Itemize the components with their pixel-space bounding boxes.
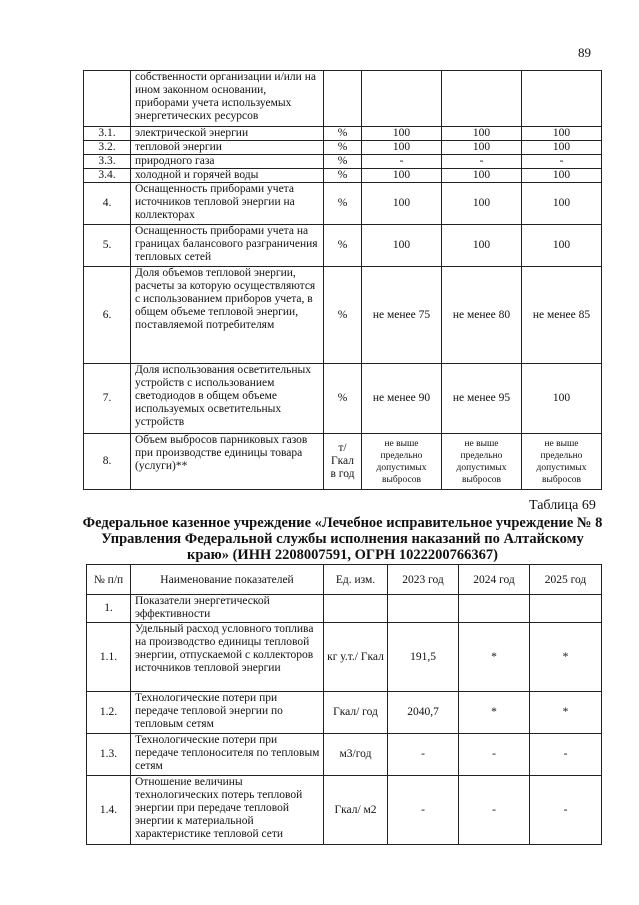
value-2025: * — [530, 623, 602, 692]
value-2023: - — [388, 776, 459, 845]
value-2025: 100 — [522, 127, 602, 141]
value-2024: не менее 80 — [442, 267, 522, 364]
value-2024: 100 — [442, 169, 522, 183]
value-2025: - — [530, 776, 602, 845]
value-2024: 100 — [442, 225, 522, 267]
row-number: 1.4. — [87, 776, 131, 845]
table-row — [84, 225, 602, 267]
value-2023: 100 — [362, 127, 442, 141]
value-2024: 100 — [442, 141, 522, 155]
indicator-name: Оснащенность приборами учета на границах балансового разграничения тепловых сетей — [131, 225, 324, 267]
row-number: 1.1. — [87, 623, 131, 692]
header-unit: Ед. изм. — [324, 565, 388, 595]
value-2023 — [388, 595, 459, 623]
value-2025: - — [522, 155, 602, 169]
value-2023: не менее 90 — [362, 364, 442, 434]
value-2025: 100 — [522, 225, 602, 267]
value-2023: - — [362, 155, 442, 169]
value-2023: 191,5 — [388, 623, 459, 692]
value-2023: 100 — [362, 225, 442, 267]
table-row — [84, 434, 602, 490]
unit-cell: Гкал/ год — [324, 692, 388, 734]
unit-cell: кг у.т./ Гкал — [324, 623, 388, 692]
unit-cell: % — [324, 267, 362, 364]
unit-cell — [324, 71, 362, 127]
indicator-name: Оснащенность приборами учета источников тепловой энергии на коллекторах — [131, 183, 324, 225]
value-2024: * — [459, 692, 530, 734]
organization-title: Федеральное казенное учреждение «Лечебное исправительное учреждение № 8 Управления Федеральной службы исполнения наказаний по Алтайскому краю» (ИНН 2208007591, ОГРН 1022200766367) — [82, 515, 603, 563]
table-caption: Таблица 69 — [529, 498, 596, 513]
value-2024: 100 — [442, 183, 522, 225]
value-2023 — [362, 71, 442, 127]
unit-cell: % — [324, 364, 362, 434]
indicator-name: тепловой энергии — [131, 141, 324, 155]
value-2024: * — [459, 623, 530, 692]
energy-efficiency-table — [86, 564, 602, 845]
page-number: 89 — [578, 45, 591, 60]
table-row — [87, 692, 602, 734]
row-number: 1.2. — [87, 692, 131, 734]
indicator-name: собственности организации и/или на ином законном основании, приборами учета используемых энергетических ресурсов — [131, 71, 324, 127]
indicator-name: Доля объемов тепловой энергии, расчеты за которую осуществляются с использованием приборов учета, в общем объеме тепловой энергии, поставляемой потребителям — [131, 267, 324, 364]
indicator-name: холодной и горячей воды — [131, 169, 324, 183]
value-2024: - — [459, 734, 530, 776]
unit-cell: Гкал/ м2 — [324, 776, 388, 845]
value-2023: не выше предельно допустимых выбросов — [362, 434, 442, 490]
value-2023: - — [388, 734, 459, 776]
value-2025 — [530, 595, 602, 623]
table-row — [87, 595, 602, 623]
header-2023: 2023 год — [388, 565, 459, 595]
value-2025: 100 — [522, 183, 602, 225]
unit-cell: % — [324, 183, 362, 225]
value-2025: 100 — [522, 364, 602, 434]
table-row — [84, 183, 602, 225]
value-2025: 100 — [522, 141, 602, 155]
unit-cell: % — [324, 127, 362, 141]
indicator-name: Показатели энергетической эффективности — [131, 595, 324, 623]
row-number: 3.4. — [84, 169, 131, 183]
indicator-name: электрической энергии — [131, 127, 324, 141]
value-2024 — [459, 595, 530, 623]
unit-cell: % — [324, 141, 362, 155]
value-2025: 100 — [522, 169, 602, 183]
table-row — [84, 141, 602, 155]
table-row — [87, 623, 602, 692]
indicator-name: природного газа — [131, 155, 324, 169]
value-2025: - — [530, 734, 602, 776]
header-name: Наименование показателей — [131, 565, 324, 595]
indicator-name: Технологические потери при передаче теплоносителя по тепловым сетям — [131, 734, 324, 776]
value-2025: не менее 85 — [522, 267, 602, 364]
table-row — [87, 776, 602, 845]
value-2025: * — [530, 692, 602, 734]
header-2024: 2024 год — [459, 565, 530, 595]
row-number: 3.2. — [84, 141, 131, 155]
unit-cell — [324, 595, 388, 623]
value-2023: 100 — [362, 169, 442, 183]
value-2024: не выше предельно допустимых выбросов — [442, 434, 522, 490]
unit-cell: % — [324, 225, 362, 267]
row-number: 4. — [84, 183, 131, 225]
indicator-name: Объем выбросов парниковых газов при производстве единицы товара (услуги)** — [131, 434, 324, 490]
value-2024: 100 — [442, 127, 522, 141]
value-2023: 2040,7 — [388, 692, 459, 734]
indicator-name: Технологические потери при передаче тепловой энергии по тепловым сетям — [131, 692, 324, 734]
value-2024: - — [459, 776, 530, 845]
unit-cell: % — [324, 155, 362, 169]
unit-cell: % — [324, 169, 362, 183]
row-number: 5. — [84, 225, 131, 267]
value-2024: не менее 95 — [442, 364, 522, 434]
value-2023: 100 — [362, 141, 442, 155]
row-number: 1. — [87, 595, 131, 623]
row-number: 3.1. — [84, 127, 131, 141]
row-number: 8. — [84, 434, 131, 490]
header-2025: 2025 год — [530, 565, 602, 595]
row-number: 3.3. — [84, 155, 131, 169]
table-header-row — [87, 565, 602, 595]
table-row — [84, 267, 602, 364]
table-row — [84, 127, 602, 141]
indicators-table-continued — [83, 70, 602, 490]
row-number: 7. — [84, 364, 131, 434]
value-2025 — [522, 71, 602, 127]
unit-cell: м3/год — [324, 734, 388, 776]
indicator-name: Доля использования осветительных устройств с использованием светодиодов в общем объеме используемых осветительных устройств — [131, 364, 324, 434]
unit-cell: т/Гкал в год — [324, 434, 362, 490]
table-row — [87, 734, 602, 776]
table-row — [84, 155, 602, 169]
row-number: 6. — [84, 267, 131, 364]
value-2023: 100 — [362, 183, 442, 225]
row-number: 1.3. — [87, 734, 131, 776]
indicator-name: Удельный расход условного топлива на производство единицы тепловой энергии, отпускаемой с коллекторов источников тепловой энергии — [131, 623, 324, 692]
value-2025: не выше предельно допустимых выбросов — [522, 434, 602, 490]
table-row — [84, 169, 602, 183]
indicator-name: Отношение величины технологических потерь тепловой энергии при передаче тепловой энергии к материальной характеристике тепловой сети — [131, 776, 324, 845]
table-row — [84, 364, 602, 434]
header-number: № п/п — [87, 565, 131, 595]
value-2024: - — [442, 155, 522, 169]
table-row — [84, 71, 602, 127]
value-2024 — [442, 71, 522, 127]
row-number — [84, 71, 131, 127]
value-2023: не менее 75 — [362, 267, 442, 364]
